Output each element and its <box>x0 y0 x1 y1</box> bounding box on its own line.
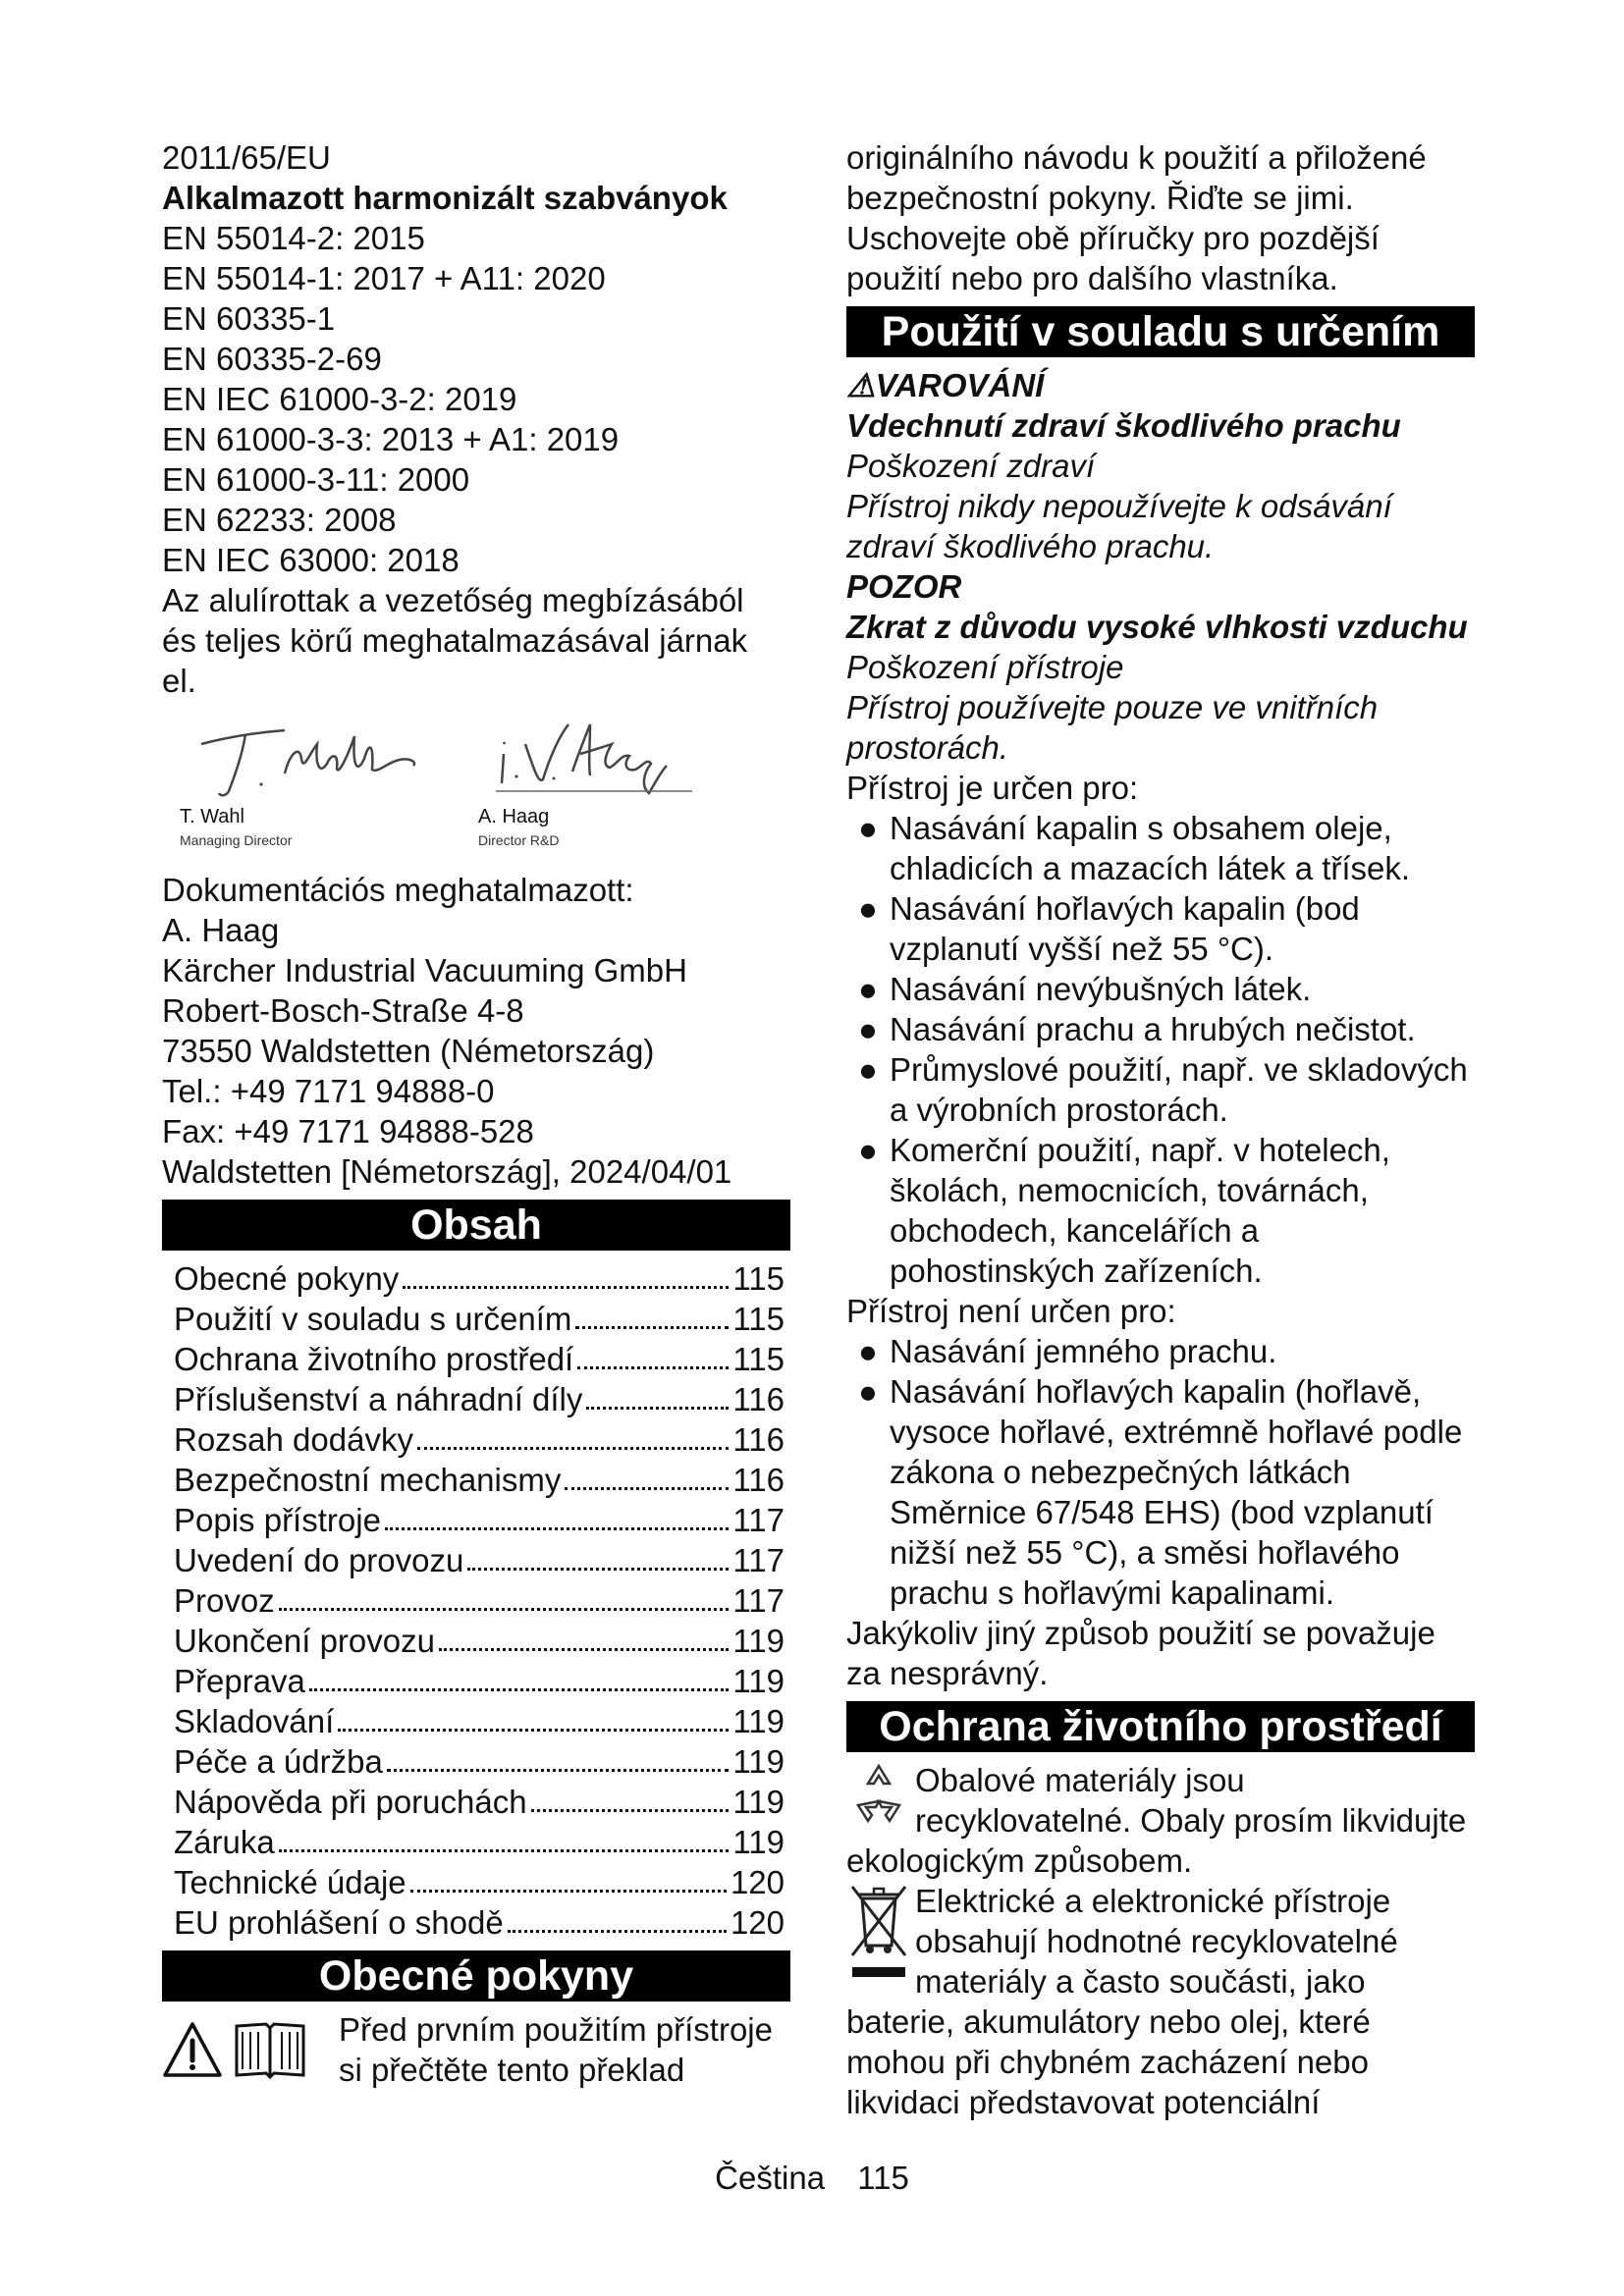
contact-block <box>162 870 790 1192</box>
general-icons <box>162 2009 339 2090</box>
bullet-icon: ● <box>858 1333 878 1369</box>
signature-wahl-icon <box>191 715 427 803</box>
toc-entry[interactable] <box>174 1862 785 1902</box>
warning-action-line: Přístroj nikdy nepoužívejte k odsávání <box>846 488 1392 524</box>
toc-title: Skladování <box>174 1703 335 1739</box>
toc-heading: Obsah <box>162 1200 790 1251</box>
recycle-line: ekologickým způsobem. <box>846 1842 1193 1879</box>
intro-line: originálního návodu k použití a přiložené <box>846 139 1427 176</box>
toc-page: 115 <box>732 1301 785 1337</box>
bullet-icon: ● <box>858 1011 878 1047</box>
toc-leader <box>467 1568 729 1571</box>
weee-notice <box>846 1881 1494 2122</box>
caution-action-line: Přístroj používejte pouze ve vnitřních <box>846 689 1379 725</box>
list-item-text: Nasávání nevýbušných látek. <box>890 971 1312 1007</box>
contact-line: Tel.: +49 7171 94888-0 <box>162 1073 495 1109</box>
left-column <box>162 137 790 2090</box>
standard-item: EN 61000-3-3: 2013 + A1: 2019 <box>162 421 620 457</box>
crossed-bin-icon <box>846 1881 915 2002</box>
toc-page: 117 <box>732 1582 785 1619</box>
weee-line: obsahují hodnotné recyklovatelné <box>915 1923 1398 1959</box>
toc-title: Technické údaje <box>174 1864 406 1900</box>
toc-leader <box>508 1930 727 1933</box>
toc-title: Rozsah dodávky <box>174 1421 413 1458</box>
toc-leader <box>417 1447 729 1450</box>
bullet-icon: ● <box>858 971 878 1007</box>
standard-item: EN 61000-3-11: 2000 <box>162 461 470 498</box>
list-item-text: Nasávání hořlavých kapalin (hořlavě, <box>890 1373 1422 1410</box>
caution-action-line: prostorách. <box>846 729 1009 766</box>
general-line: si přečtěte tento překlad <box>339 2052 685 2088</box>
intro-line: použití nebo pro dalšího vlastníka. <box>846 260 1338 296</box>
intended-label: Přístroj je určen pro: <box>846 770 1139 806</box>
toc-leader <box>410 1890 727 1893</box>
use-heading: Použití v souladu s určením <box>846 306 1475 357</box>
toc-page: 115 <box>732 1341 785 1377</box>
list-item-text: Nasávání kapalin s obsahem oleje, <box>890 810 1392 846</box>
general-notice <box>162 2009 790 2090</box>
toc-page: 117 <box>732 1502 785 1538</box>
bullet-icon: ● <box>858 890 878 927</box>
list-item-text: školách, nemocnicích, továrnách, <box>890 1172 1369 1208</box>
toc-title: Přeprava <box>174 1663 305 1699</box>
toc-entry[interactable] <box>174 1621 785 1661</box>
toc-leader <box>586 1407 729 1410</box>
toc-leader <box>439 1648 729 1651</box>
standard-item: EN IEC 63000: 2018 <box>162 542 460 578</box>
toc-leader <box>338 1729 729 1732</box>
list-item <box>846 1371 1494 1613</box>
contact-line: Robert-Bosch-Straße 4-8 <box>162 992 524 1029</box>
toc-leader <box>387 1769 730 1772</box>
toc-entry[interactable] <box>174 1258 785 1299</box>
toc-page: 117 <box>732 1542 785 1578</box>
toc-entry[interactable] <box>174 1500 785 1540</box>
intro-line: Uschovejte obě příručky pro pozdější <box>846 220 1380 256</box>
env-heading: Ochrana životního prostředí <box>846 1701 1475 1752</box>
list-item-text: Komerční použití, např. v hotelech, <box>890 1132 1390 1168</box>
recycle-line: Obalové materiály jsou <box>915 1762 1245 1798</box>
list-item-text: chladicích a mazacích látek a třísek. <box>890 850 1411 886</box>
standard-item: EN 55014-2: 2015 <box>162 220 425 256</box>
list-item-text: a výrobních prostorách. <box>890 1092 1228 1128</box>
weee-line: Elektrické a elektronické přístroje <box>915 1883 1391 1919</box>
misuse-line: za nesprávný. <box>846 1655 1049 1691</box>
directive: 2011/65/EU <box>162 139 331 176</box>
list-item <box>846 808 1494 888</box>
list-item <box>846 1049 1494 1130</box>
signature-name: A. Haag <box>478 806 550 828</box>
list-item-text: nižší než 55 °C), a směsi hořlavého <box>890 1534 1400 1571</box>
standard-item: EN IEC 61000-3-2: 2019 <box>162 381 517 417</box>
intro-line: bezpečnostní pokyny. Řiďte se jimi. <box>846 180 1354 216</box>
toc-title: Použití v souladu s určením <box>174 1301 572 1337</box>
bullet-icon: ● <box>858 1132 878 1168</box>
toc-title: Uvedení do provozu <box>174 1542 464 1578</box>
toc-title: EU prohlášení o shodě <box>174 1904 504 1941</box>
toc-title: Bezpečnostní mechanismy <box>174 1462 562 1498</box>
misuse-line: Jakýkoliv jiný způsob použití se považuje <box>846 1615 1435 1651</box>
toc-title: Popis přístroje <box>174 1502 381 1538</box>
contact-line: Fax: +49 7171 94888-528 <box>162 1113 534 1149</box>
not-intended-list <box>846 1331 1494 1613</box>
toc-leader <box>577 1366 729 1369</box>
signing-text-line: el. <box>162 663 196 699</box>
standard-item: EN 55014-1: 2017 + A11: 2020 <box>162 260 606 296</box>
toc-page: 119 <box>732 1623 785 1659</box>
table-of-contents <box>174 1258 785 1943</box>
list-item <box>846 1009 1494 1049</box>
toc-leader <box>385 1527 729 1530</box>
toc-entry[interactable] <box>174 1379 785 1419</box>
standards-list <box>162 218 790 580</box>
bullet-icon: ● <box>858 1051 878 1088</box>
toc-entry[interactable] <box>174 1741 785 1782</box>
toc-title: Ukončení provozu <box>174 1623 435 1659</box>
toc-page: 120 <box>730 1904 785 1941</box>
list-item-text: Směrnice 67/548 EHS) (bod vzplanutí <box>890 1494 1434 1530</box>
list-item-text: Nasávání prachu a hrubých nečistot. <box>890 1011 1416 1047</box>
toc-page: 119 <box>732 1703 785 1739</box>
weee-line: mohou při chybném zacházení nebo <box>846 2044 1369 2080</box>
toc-page: 119 <box>732 1784 785 1820</box>
toc-entry[interactable] <box>174 1822 785 1862</box>
toc-title: Péče a údržba <box>174 1743 383 1780</box>
toc-entry[interactable] <box>174 1580 785 1621</box>
toc-leader <box>575 1326 729 1329</box>
toc-entry[interactable] <box>174 1782 785 1822</box>
list-item-text: Nasávání hořlavých kapalin (bod <box>890 890 1360 927</box>
toc-title: Provoz <box>174 1582 275 1619</box>
page-footer <box>0 2160 1624 2197</box>
toc-entry[interactable] <box>174 1902 785 1943</box>
list-item <box>846 1130 1494 1291</box>
toc-page: 119 <box>732 1743 785 1780</box>
caution-effect: Poškození přístroje <box>846 649 1124 685</box>
toc-leader <box>279 1608 730 1611</box>
list-item-text: prachu s hořlavými kapalinami. <box>890 1575 1335 1611</box>
toc-page: 115 <box>732 1260 785 1297</box>
toc-entry[interactable] <box>174 1701 785 1741</box>
intended-list <box>846 808 1494 1291</box>
toc-leader <box>565 1487 729 1490</box>
list-item-text: zákona o nebezpečných látkách <box>890 1454 1351 1490</box>
caution-title: Zkrat z důvodu vysoké vlhkosti vzduchu <box>846 609 1468 645</box>
warning-sign-icon: ⚠ <box>846 367 876 403</box>
standard-item: EN 60335-2-69 <box>162 341 382 377</box>
signature-role: Managing Director <box>180 832 293 848</box>
list-item-text: obchodech, kancelářích a <box>890 1212 1260 1249</box>
general-heading: Obecné pokyny <box>162 1950 790 2002</box>
recycle-line: recyklovatelné. Obaly prosím likvidujte <box>915 1802 1467 1839</box>
not-intended-label: Přístroj není určen pro: <box>846 1293 1176 1329</box>
list-item <box>846 1331 1494 1371</box>
toc-entry[interactable] <box>174 1661 785 1701</box>
signature-name: T. Wahl <box>180 806 244 828</box>
bullet-icon: ● <box>858 1373 878 1410</box>
general-line: Před prvním použitím přístroje <box>339 2011 773 2048</box>
contact-line: Kärcher Industrial Vacuuming GmbH <box>162 952 687 988</box>
toc-leader <box>531 1809 730 1812</box>
toc-entry[interactable] <box>174 1460 785 1500</box>
contact-line: Dokumentációs meghatalmazott: <box>162 872 634 908</box>
list-item-text: vysoce hořlavé, extrémně hořlavé podle <box>890 1414 1463 1450</box>
toc-page: 119 <box>732 1663 785 1699</box>
weee-line: materiály a často součásti, jako <box>915 1963 1366 2000</box>
signing-text-line: Az alulírottak a vezetőség megbízásából <box>162 582 744 618</box>
list-item <box>846 969 1494 1009</box>
list-item <box>846 888 1494 969</box>
toc-title: Obecné pokyny <box>174 1260 400 1297</box>
recycle-icon <box>846 1760 915 1841</box>
toc-entry[interactable] <box>174 1540 785 1580</box>
warning-label <box>846 365 1494 405</box>
standard-item: EN 60335-1 <box>162 300 336 337</box>
toc-entry[interactable] <box>174 1419 785 1460</box>
toc-title: Záruka <box>174 1824 275 1860</box>
warning-action-line: zdraví škodlivého prachu. <box>846 528 1215 564</box>
list-item-text: Nasávání jemného prachu. <box>890 1333 1277 1369</box>
toc-page: 116 <box>732 1381 785 1417</box>
signing-text-line: és teljes körű meghatalmazásával járnak <box>162 622 748 659</box>
list-item-text: pohostinských zařízeních. <box>890 1253 1263 1289</box>
toc-title: Nápověda při poruchách <box>174 1784 527 1820</box>
toc-page: 116 <box>732 1462 785 1498</box>
list-item-text: vzplanutí vyšší než 55 °C). <box>890 931 1274 967</box>
warning-title: Vdechnutí zdraví škodlivého prachu <box>846 407 1401 444</box>
signature-block <box>162 701 790 870</box>
toc-page: 116 <box>732 1421 785 1458</box>
contact-line: 73550 Waldstetten (Németország) <box>162 1033 655 1069</box>
general-text <box>339 2009 773 2090</box>
warning-label-text: VAROVÁNÍ <box>875 367 1045 403</box>
weee-line: baterie, akumulátory nebo olej, které <box>846 2003 1371 2040</box>
standard-item: EN 62233: 2008 <box>162 502 397 538</box>
contact-line: A. Haag <box>162 912 280 948</box>
standards-heading: Alkalmazott harmonizált szabványok <box>162 180 728 216</box>
toc-entry[interactable] <box>174 1339 785 1379</box>
toc-title: Příslušenství a náhradní díly <box>174 1381 583 1417</box>
toc-leader <box>403 1286 729 1289</box>
right-column <box>846 137 1494 2122</box>
toc-page: 119 <box>732 1824 785 1860</box>
signature-role: Director R&D <box>478 832 560 848</box>
toc-leader <box>279 1849 730 1852</box>
bullet-icon: ● <box>858 810 878 846</box>
footer-page-number: 115 <box>857 2160 909 2196</box>
warning-effect: Poškození zdraví <box>846 448 1096 484</box>
caution-label: POZOR <box>846 568 962 605</box>
toc-title: Ochrana životního prostředí <box>174 1341 574 1377</box>
contact-line: Waldstetten [Németország], 2024/04/01 <box>162 1153 732 1190</box>
toc-leader <box>309 1688 729 1691</box>
list-item-text: Průmyslové použití, např. ve skladových <box>890 1051 1468 1088</box>
footer-language: Čeština <box>715 2160 826 2196</box>
weee-line: likvidaci představovat potenciální <box>846 2084 1321 2120</box>
toc-entry[interactable] <box>174 1299 785 1339</box>
warning-triangle-icon <box>162 2021 223 2078</box>
manual-book-icon <box>231 2018 309 2081</box>
toc-page: 120 <box>730 1864 785 1900</box>
signature-haag-icon <box>496 715 692 803</box>
recycle-notice <box>846 1760 1494 1881</box>
